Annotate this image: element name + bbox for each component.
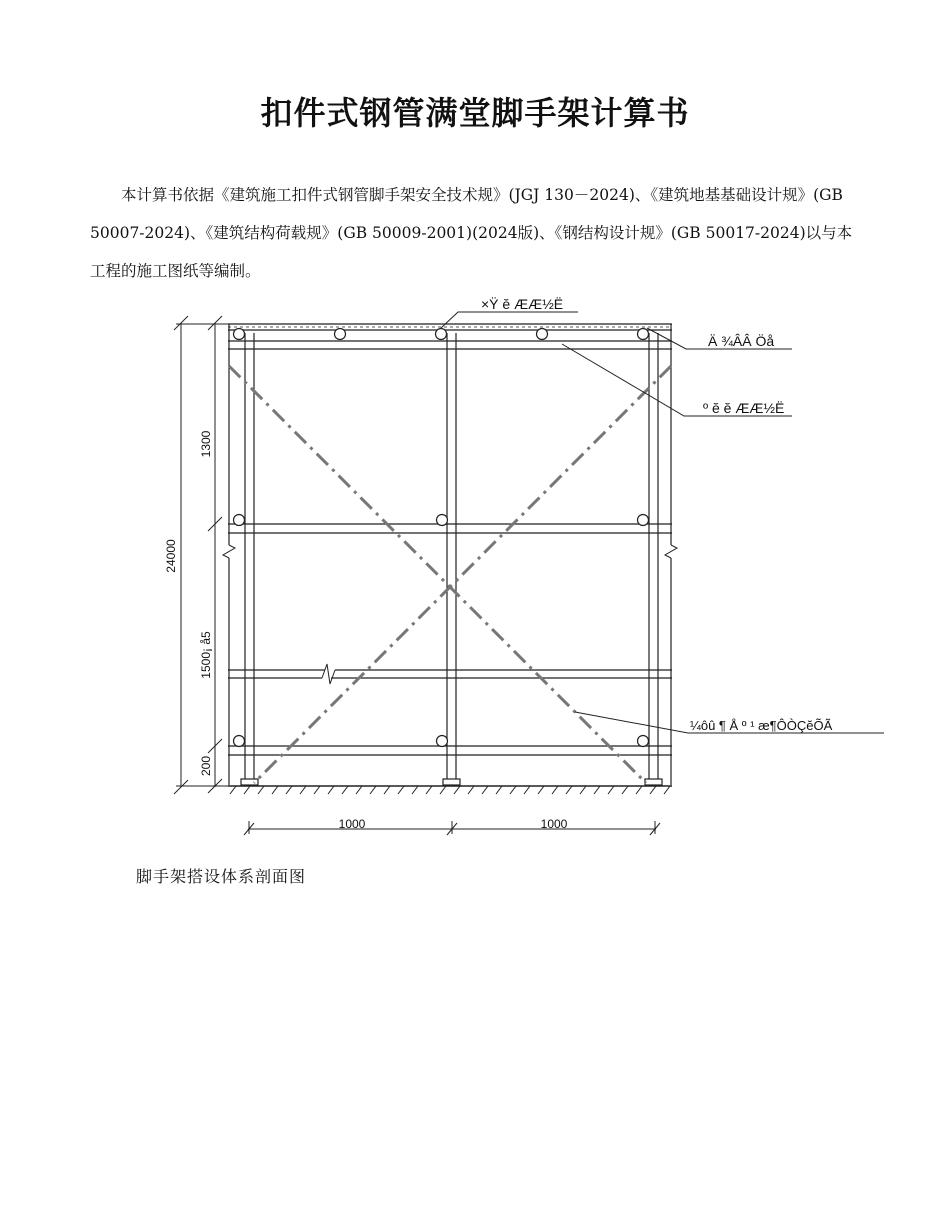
horizontal-ledgers <box>228 341 672 755</box>
dim-middle-step: 1500¡ å5 <box>199 631 213 679</box>
cross-bracing <box>229 366 671 783</box>
dim-bay-left: 1000 <box>338 817 366 831</box>
base-plates <box>241 779 662 785</box>
intro-paragraph: 本计算书依据《建筑施工扣件式钢管脚手架安全技术规》(JGJ 130－2024)、《建筑地基基础设计规》(GB 50007-2024)、《建筑结构荷载规》(GB 50009-2001)(2024版)、《钢结构设计规》(GB 50017-2024)以与本工程的施工图纸等编制。 <box>90 186 853 280</box>
document-title: 扣件式钢管满堂脚手架计算书 <box>260 94 690 132</box>
scaffold-section-diagram <box>0 290 950 850</box>
dim-top-step: 1300 <box>199 430 213 458</box>
vertical-dimension-lines <box>174 316 228 794</box>
right-callout-label-2: º ĕ ĕ ÆÆ½Ë <box>703 400 785 416</box>
top-plank <box>228 324 672 330</box>
dim-bay-right: 1000 <box>540 817 568 831</box>
figure-caption: 脚手架搭设体系剖面图 <box>136 867 307 886</box>
tube-end-circles <box>234 329 649 747</box>
top-callout-label: ×Ÿ ĕ ÆÆ½Ë <box>481 296 564 312</box>
ground-hatching <box>228 786 672 794</box>
horizontal-dimension-lines <box>244 821 660 835</box>
dim-bottom-step: 200 <box>199 755 213 777</box>
dim-total-height: 24000 <box>164 539 178 573</box>
right-callout-label-1: Ä ¾ÂÂ Öå <box>708 333 775 349</box>
vertical-standards <box>223 324 677 785</box>
right-callout-label-3: ¼ôû ¶ Å º ¹ æ¶ÔÒÇĕÕÃ <box>690 718 833 733</box>
